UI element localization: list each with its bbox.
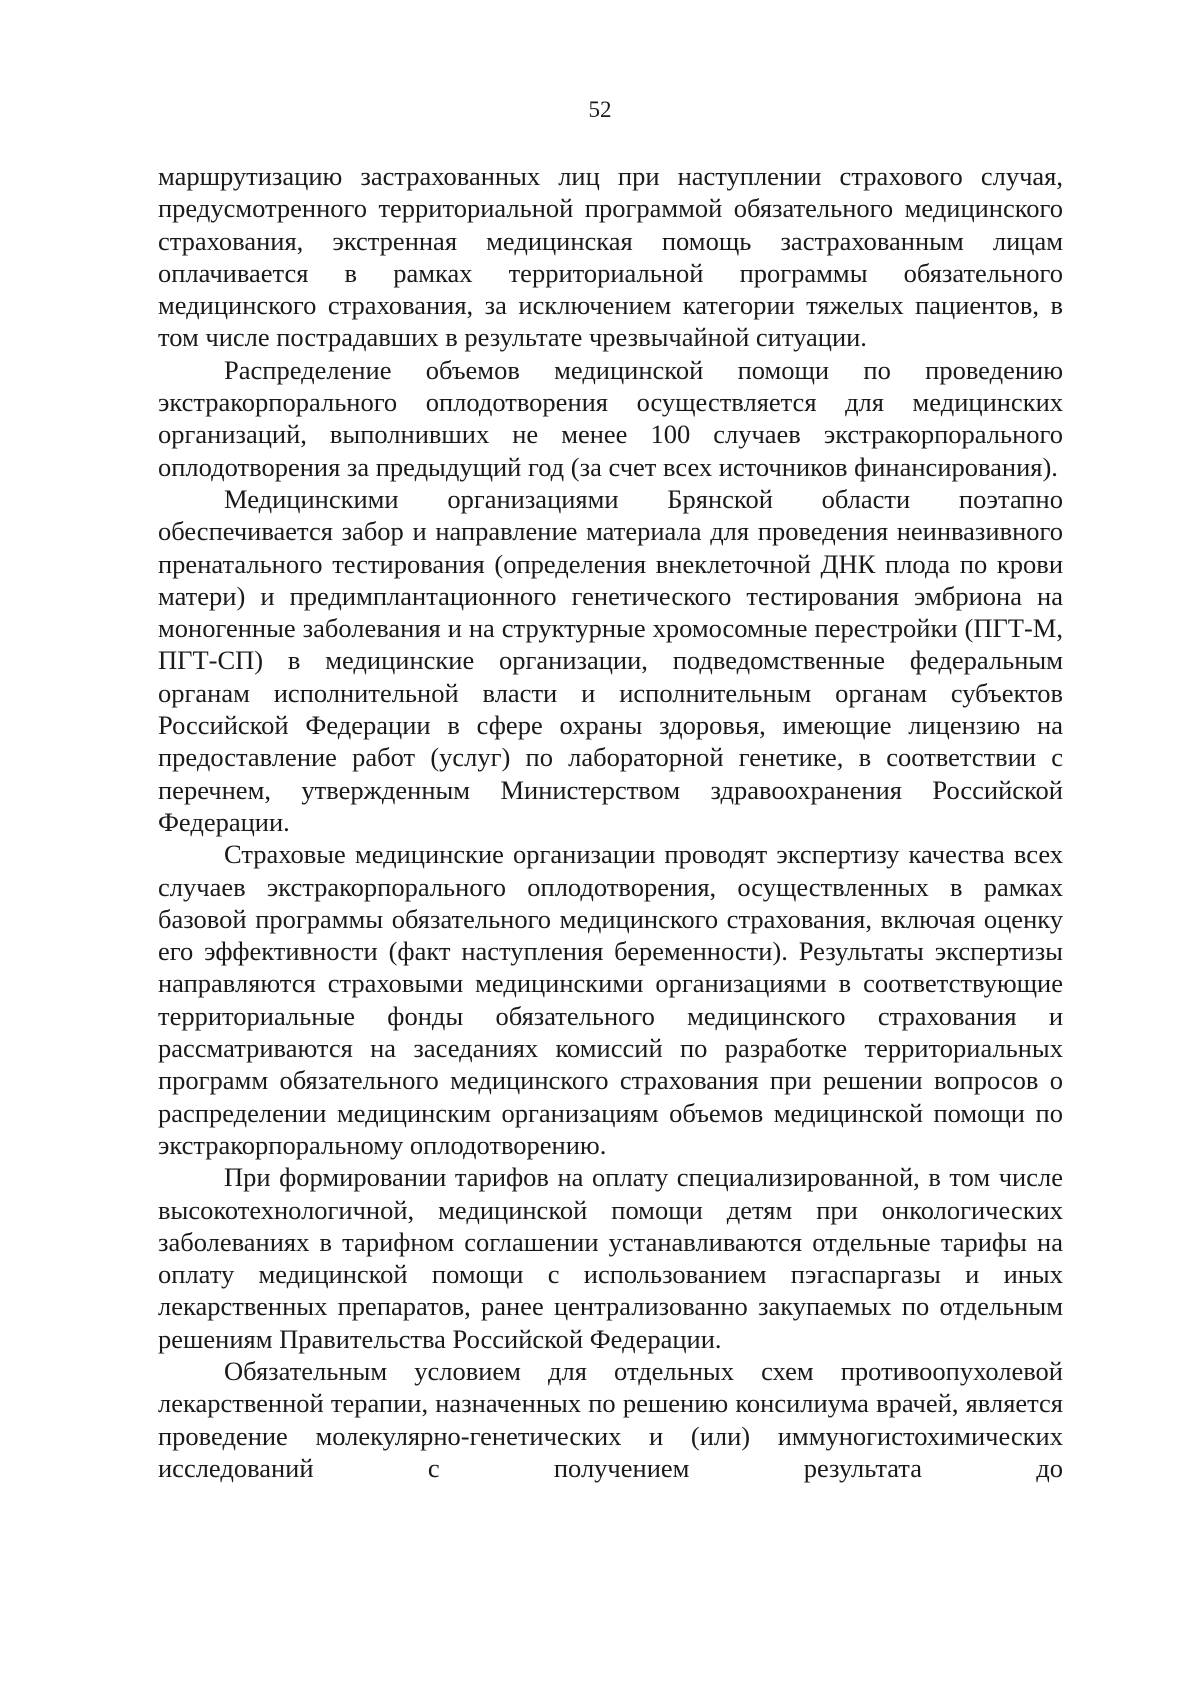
paragraph-pediatric-oncology-tariffs: При формировании тарифов на оплату специализированной, в том числе высокотехнологичной, медицинской помощи детям при онкологических заболеваниях в тарифном соглашении устанавливаются отдельные тарифы на оплату медицинской помощи с использованием пэгаспаргазы и иных лекарственных препаратов, ранее централизованно закупаемых по отдельным решениям Правительства Российской Федерации. xyxy=(158,1162,1063,1354)
paragraph-ivf-volume-distribution: Распределение объемов медицинской помощи по проведению экстракорпорального оплодотворения осуществляется для медицинских организаций, выполнивших не менее 100 случаев экстракорпорального оплодотворения за предыдущий год (за счет всех источников финансирования). xyxy=(158,354,1063,482)
paragraph-insurance-expertise: Страховые медицинские организации проводят экспертизу качества всех случаев экстракорпорального оплодотворения, осуществленных в рамках базовой программы обязательного медицинского страхования, включая оценку его эффективности (факт наступления беременности). Результаты экспертизы направляются страховыми медицинскими организациями в соответствующие территориальные фонды обязательного медицинского страхования и рассматриваются на заседаниях комиссий по разработке территориальных программ обязательного медицинского страхования при решении вопросов о распределении медицинским организациям объемов медицинской помощи по экстракорпоральному оплодотворению. xyxy=(158,839,1063,1160)
page-number: 52 xyxy=(588,97,612,122)
paragraph-prenatal-testing: Медицинскими организациями Брянской области поэтапно обеспечивается забор и направление материала для проведения неинвазивного пренатального тестирования (определения внеклеточной ДНК плода по крови матери) и предимплантационного генетического тестирования эмбриона на моногенные заболевания и на структурные хромосомные перестройки (ПГТ-М, ПГТ-СП) в медицинские организации, подведомственные федеральным органам исполнительной власти и исполнительным органам субъектов Российской Федерации в сфере охраны здоровья, имеющие лицензию на предоставление работ (услуг) по лабораторной генетике, в соответствии с перечнем, утвержденным Министерством здравоохранения Российской Федерации. xyxy=(158,483,1063,837)
paragraph-antitumor-therapy: Обязательным условием для отдельных схем противоопухолевой лекарственной терапии, назначенных по решению консилиума врачей, является проведение молекулярно-генетических и (или) иммуногистохимических исследований с получением результата до xyxy=(158,1355,1063,1483)
paragraph-continuation: маршрутизацию застрахованных лиц при наступлении страхового случая, предусмотренного территориальной программой обязательного медицинского страхования, экстренная медицинская помощь застрахованным лицам оплачивается в рамках территориальной программы обязательного медицинского страхования, за исключением категории тяжелых пациентов, в том числе пострадавших в результате чрезвычайной ситуации. xyxy=(158,161,1063,353)
document-body xyxy=(158,160,1063,1484)
